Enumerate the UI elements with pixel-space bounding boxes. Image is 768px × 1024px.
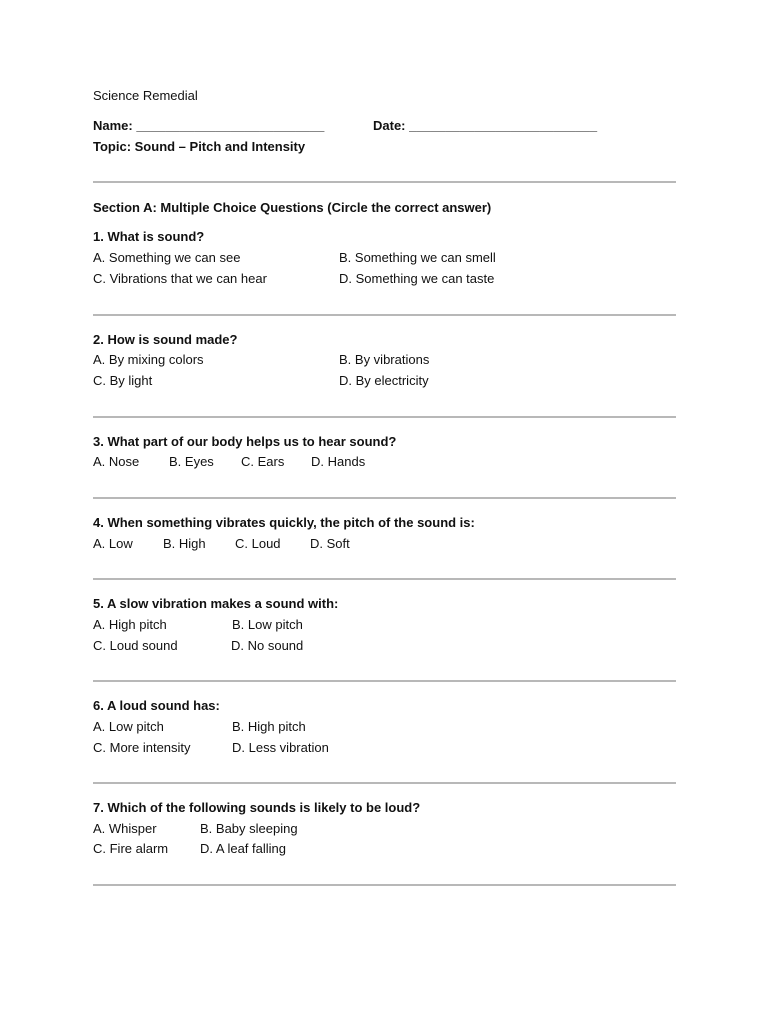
option-c: C. Loud sound [93, 638, 178, 653]
option-a: A. Whisper [93, 821, 157, 836]
option-b: B. High pitch [232, 719, 306, 734]
question-text: 2. How is sound made? [93, 332, 238, 347]
section-title: Section A: Multiple Choice Questions (Circle the correct answer) [93, 200, 492, 215]
option-c: C. Ears [241, 454, 285, 469]
option-c: C. By light [93, 373, 153, 388]
divider [93, 497, 676, 499]
option-d: D. Hands [311, 454, 366, 469]
option-a: A. Low [93, 536, 133, 551]
question-text: 7. Which of the following sounds is likely to be loud? [93, 800, 421, 815]
option-a: A. Something we can see [93, 250, 241, 265]
worksheet-title: Science Remedial [93, 88, 198, 103]
option-d: D. A leaf falling [200, 841, 286, 856]
divider [93, 884, 676, 886]
option-a: A. Low pitch [93, 719, 164, 734]
option-d: D. No sound [231, 638, 304, 653]
question-text: 5. A slow vibration makes a sound with: [93, 596, 339, 611]
option-b: B. Low pitch [232, 617, 303, 632]
divider [93, 181, 676, 183]
divider [93, 782, 676, 784]
option-b: B. Eyes [169, 454, 214, 469]
divider [93, 314, 676, 316]
option-b: B. High [163, 536, 206, 551]
option-c: C. More intensity [93, 740, 191, 755]
option-b: B. Baby sleeping [200, 821, 298, 836]
name-field: Name: __________________________ [93, 118, 325, 133]
question-text: 4. When something vibrates quickly, the pitch of the sound is: [93, 515, 475, 530]
divider [93, 578, 676, 580]
option-d: D. By electricity [339, 373, 429, 388]
option-c: C. Fire alarm [93, 841, 169, 856]
divider [93, 416, 676, 418]
option-a: A. High pitch [93, 617, 167, 632]
option-a: A. By mixing colors [93, 352, 204, 367]
date-field: Date: __________________________ [373, 118, 598, 133]
divider [93, 680, 676, 682]
option-c: C. Loud [235, 536, 281, 551]
option-a: A. Nose [93, 454, 140, 469]
option-d: D. Soft [310, 536, 350, 551]
option-b: B. By vibrations [339, 352, 430, 367]
option-d: D. Something we can taste [339, 271, 495, 286]
option-d: D. Less vibration [232, 740, 329, 755]
option-b: B. Something we can smell [339, 250, 496, 265]
question-text: 1. What is sound? [93, 229, 205, 244]
question-text: 3. What part of our body helps us to hear sound? [93, 434, 397, 449]
topic-line: Topic: Sound – Pitch and Intensity [93, 139, 306, 154]
option-c: C. Vibrations that we can hear [93, 271, 267, 286]
question-text: 6. A loud sound has: [93, 698, 220, 713]
